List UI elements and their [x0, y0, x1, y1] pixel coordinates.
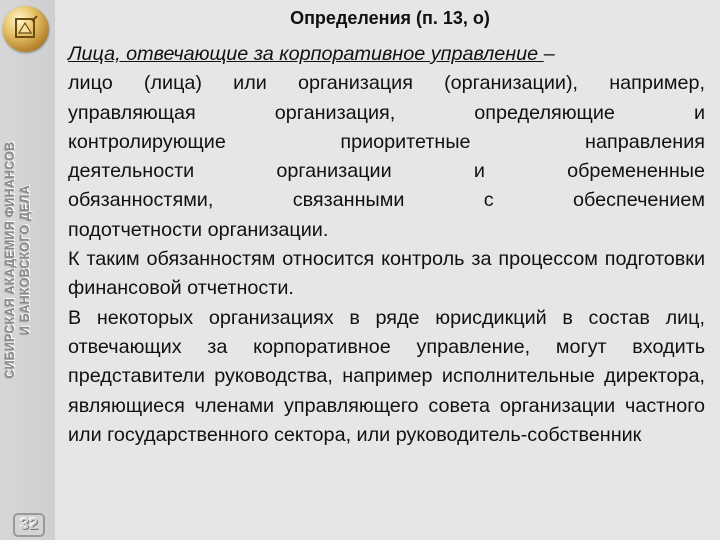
- definition-line: обязанностями, связанными с обеспечением: [68, 189, 705, 212]
- defined-term: Лица, отвечающие за корпоративное управление: [68, 43, 544, 65]
- composition-paragraph: В некоторых организациях в ряде юрисдикций в состав лиц, отвечающих за корпоративное управление, могут входить представители руководства, например исполнительные директора, являющиеся членами управляющего совета организации частного или государственного сектора, или руководитель-собственник: [68, 306, 705, 446]
- slide-content: [68, 40, 705, 450]
- definition-last-line: подотчетности организации.: [68, 218, 329, 241]
- organization-name-line2: И БАНКОВСКОГО ДЕЛА: [18, 184, 32, 336]
- definition-paragraph: [68, 40, 705, 69]
- sidebar: [0, 0, 55, 540]
- page-number: 32: [13, 513, 45, 537]
- organization-name: [3, 60, 33, 460]
- definition-line: контролирующие приоритетные направления: [68, 130, 705, 153]
- definition-dash: –: [543, 43, 555, 65]
- organization-name-line1: СИБИРСКАЯ АКАДЕМИЯ ФИНАНСОВ: [3, 141, 17, 379]
- definition-line: управляющая организация, определяющие и: [68, 101, 705, 124]
- academy-logo: [3, 6, 49, 52]
- definition-line: лицо (лица) или организация (организации), например,: [68, 72, 705, 95]
- responsibilities-paragraph: К таким обязанностям относится контроль за процессом подготовки финансовой отчетности.: [68, 248, 705, 300]
- definition-line: деятельности организации и обремененные: [68, 160, 705, 183]
- slide-title: Определения (п. 13, о): [290, 8, 490, 28]
